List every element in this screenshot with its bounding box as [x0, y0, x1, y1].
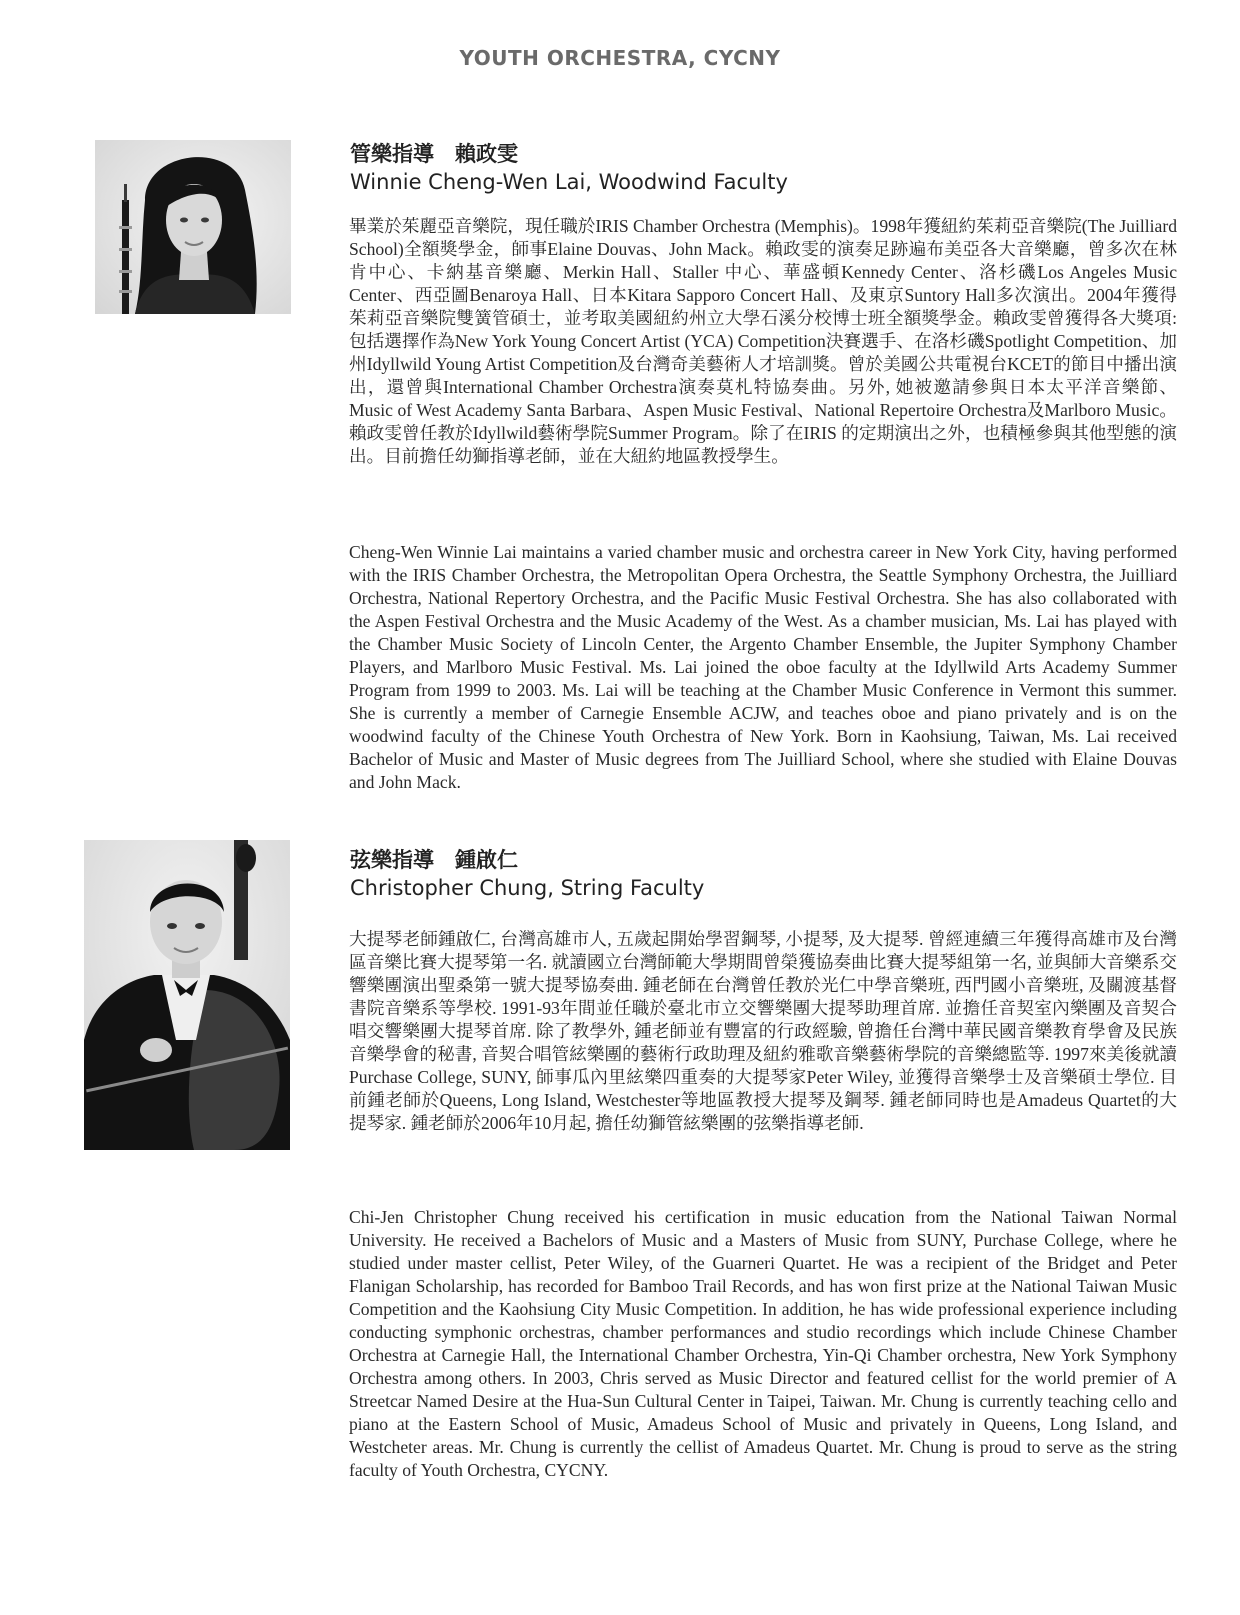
faculty-photo-strings: [84, 840, 290, 1150]
faculty-bio-zh-strings: 大提琴老師鍾啟仁, 台灣高雄市人, 五歲起開始學習鋼琴, 小提琴, 及大提琴. 曾經連續三年獲得高雄市及台灣區音樂比賽大提琴第一名. 就讀國立台灣師範大學期間曾榮獲協奏曲比賽大提琴組第一名, 並與師大音樂系交響樂團演出聖桑第一號大提琴協奏曲. 鍾老師在台灣曾任教於光仁中學音樂班, 西門國小音樂班, 及關渡基督書院音樂系等學校. 1991-93年間並任職於臺北市立交響樂團大提琴助理首席. 並擔任音契室內樂團及音契合唱交響樂團大提琴首席. 除了教學外, 鍾老師並有豐富的行政經驗, 曾擔任台灣中華民國音樂教育學會及民族音樂學會的秘書, 音契合唱管絃樂團的藝術行政助理及紐約雅歌音樂藝術學院的音樂總監等. 1997來美後就讀 Purchase College, SUNY, 師事瓜內里絃樂四重奏的大提琴家Peter Wiley, 並獲得音樂學士及音樂碩士學位. 目前鍾老師於Queens, Long Island, Westchester等地區教授大提琴及鋼琴. 鍾老師同時也是Amadeus Quartet的大提琴家. 鍾老師於2006年10月起, 擔任幼獅管絃樂團的弦樂指導老師.: [349, 929, 1177, 1133]
faculty-title-en-strings: Christopher Chung, String Faculty: [350, 876, 705, 900]
faculty-photo-woodwind: [95, 140, 291, 314]
faculty-title-zh-woodwind: 管樂指導 賴政雯: [350, 142, 518, 166]
faculty-bio-en-woodwind: Cheng-Wen Winnie Lai maintains a varied chamber music and orchestra career in New York City, having performed with the IRIS Chamber Orchestra, the Metropolitan Opera Orchestra, the Seattle Symphony Orchestra, the Juilliard Orchestra, National Repertory Orchestra, and the Pacific Music Festival Orchestra. She has also collaborated with the Aspen Festival Orchestra and the Music Academy of the West. As a chamber musician, Ms. Lai has played with the Chamber Music Society of Lincoln Center, the Argento Chamber Ensemble, the Jupiter Symphony Chamber Players, and Marlboro Music Festival. Ms. Lai joined the oboe faculty at the Idyllwild Arts Academy Summer Program from 1999 to 2003. Ms. Lai will be teaching at the Chamber Music Conference in Vermont this summer. She is currently a member of Carnegie Ensemble ACJW, and teaches oboe and piano privately and is on the woodwind faculty of the Chinese Youth Orchestra of New York. Born in Kaohsiung, Taiwan, Ms. Lai received Bachelor of Music and Master of Music degrees from The Juilliard School, where she studied with Elaine Douvas and John Mack.: [349, 542, 1177, 792]
page-title: YOUTH ORCHESTRA, CYCNY: [459, 46, 781, 70]
faculty-bio-zh-woodwind: 畢業於茱麗亞音樂院，現任職於IRIS Chamber Orchestra (Memphis)。1998年獲紐約茱莉亞音樂院(The Juilliard School)全額獎學金，師事Elaine Douvas、John Mack。賴政雯的演奏足跡遍布美亞各大音樂廳，曾多次在林肯中心、卡納基音樂廳、Merkin Hall、Staller 中心、華盛頓Kennedy Center、洛杉磯Los Angeles Music Center、西亞圖Benaroya Hall、日本Kitara Sapporo Concert Hall、及東京Suntory Hall多次演出。2004年獲得茱莉亞音樂院雙簧管碩士，並考取美國紐約州立大學石溪分校博士班全額獎學金。賴政雯曾獲得各大獎項: 包括選擇作為New York Young Concert Artist (YCA) Competition決賽選手、在洛杉磯Spotlight Competition、加州Idyllwild Young Artist Competition及台灣奇美藝術人才培訓獎。曾於美國公共電視台KCET的節目中播出演出，還曾與International Chamber Orchestra演奏莫札特協奏曲。另外, 她被邀請參與日本太平洋音樂節、Music of West Academy Santa Barbara、Aspen Music Festival、National Repertoire Orchestra及Marlboro Music。賴政雯曾任教於Idyllwild藝術學院Summer Program。除了在IRIS 的定期演出之外，也積極參與其他型態的演出。目前擔任幼獅指導老師，並在大紐約地區教授學生。: [349, 216, 1177, 466]
faculty-bio-en-strings: Chi-Jen Christopher Chung received his certification in music education from the National Taiwan Normal University. He received a Bachelors of Music and a Masters of Music from SUNY, Purchase College, where he studied under master cellist, Peter Wiley, of the Guarneri Quartet. He was a recipient of the Bridget and Peter Flanigan Scholarship, has recorded for Bamboo Trail Records, and has won first prize at the National Taiwan Music Competition and the Kaohsiung City Music Competition. In addition, he has wide professional experience including conducting symphonic orchestras, chamber performances and studio recordings which include Chinese Chamber Orchestra at Carnegie Hall, the International Chamber Orchestra, Yin-Qi Chamber orchestra, New York Symphony Orchestra among others. In 2003, Chris served as Music Director and featured cellist for the world premier of A Streetcar Named Desire at the Hua-Sun Cultural Center in Taipei, Taiwan. Mr. Chung is currently teaching cello and piano at the Eastern School of Music, Amadeus School of Music and privately in Queens, Long Island, and Westcheter areas. Mr. Chung is currently the cellist of Amadeus Quartet. Mr. Chung is proud to serve as the string faculty of Youth Orchestra, CYCNY.: [349, 1207, 1177, 1480]
faculty-title-en-woodwind: Winnie Cheng-Wen Lai, Woodwind Faculty: [350, 170, 788, 194]
faculty-title-zh-strings: 弦樂指導 鍾啟仁: [350, 848, 518, 872]
